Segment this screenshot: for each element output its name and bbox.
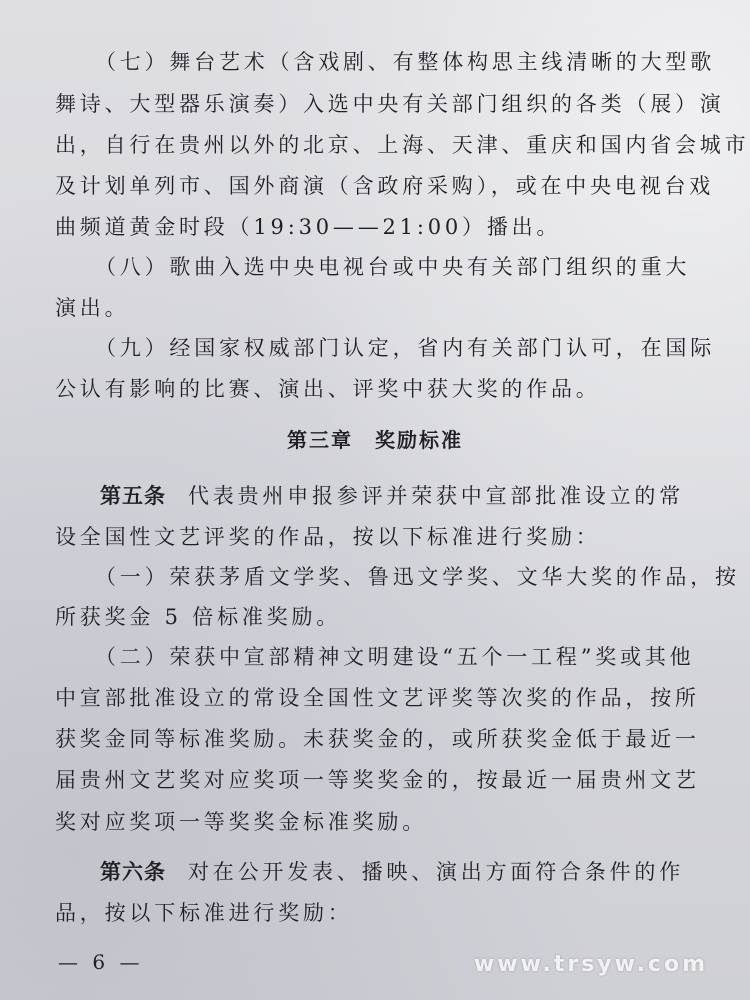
text-line: 中宣部批准设立的常设全国性文艺评奖等次奖的作品，按所 xyxy=(55,686,700,710)
page-number: — 6 — xyxy=(58,950,144,974)
text-line: 获奖金同等标准奖励。未获奖金的，或所获奖金低于最近一 xyxy=(55,727,700,751)
article-5-text: 代表贵州申报参评并荣获中宣部批准设立的常 xyxy=(188,484,684,508)
text-line: （九）经国家权威部门认定，省内有关部门认可，在国际 xyxy=(95,336,715,360)
article-5-first-line xyxy=(100,482,684,510)
text-line: （一）荣获茅盾文学奖、鲁迅文学奖、文华大奖的作品，按 xyxy=(95,565,740,589)
article-6-label: 第六条 xyxy=(100,860,166,884)
text-line: 舞诗、大型器乐演奏）入选中央有关部门组织的各类（展）演 xyxy=(55,92,725,116)
watermark: www.trsyw.com xyxy=(473,952,708,977)
article-5-label: 第五条 xyxy=(100,484,166,508)
text-line: 演出。 xyxy=(55,296,130,320)
text-line: 及计划单列市、国外商演（含政府采购），或在中央电视台戏 xyxy=(55,174,715,198)
text-line: 设全国性文艺评奖的作品，按以下标准进行奖励： xyxy=(55,525,601,549)
chapter-title: 第三章 奖励标准 xyxy=(287,428,463,452)
text-line: 奖对应奖项一等奖奖金标准奖励。 xyxy=(55,810,427,834)
text-line: 曲频道黄金时段（19:30——21:00）播出。 xyxy=(55,215,562,239)
text-line: 届贵州文艺奖对应奖项一等奖奖金的，按最近一届贵州文艺 xyxy=(55,768,700,792)
text-line: 品，按以下标准进行奖励： xyxy=(55,901,353,925)
article-6-first-line xyxy=(100,858,684,886)
text-line: 出，自行在贵州以外的北京、上海、天津、重庆和国内省会城市 xyxy=(55,133,750,157)
text-line: （二）荣获中宣部精神文明建设“五个一工程”奖或其他 xyxy=(95,645,695,669)
text-line: （七）舞台艺术（含戏剧、有整体构思主线清晰的大型歌 xyxy=(95,50,715,74)
text-line: （八）歌曲入选中央电视台或中央有关部门组织的重大 xyxy=(95,255,691,279)
article-6-text: 对在公开发表、播映、演出方面符合条件的作 xyxy=(188,860,684,884)
text-line: 所获奖金 5 倍标准奖励。 xyxy=(55,605,342,629)
text-line: 公认有影响的比赛、演出、评奖中获大奖的作品。 xyxy=(55,377,601,401)
